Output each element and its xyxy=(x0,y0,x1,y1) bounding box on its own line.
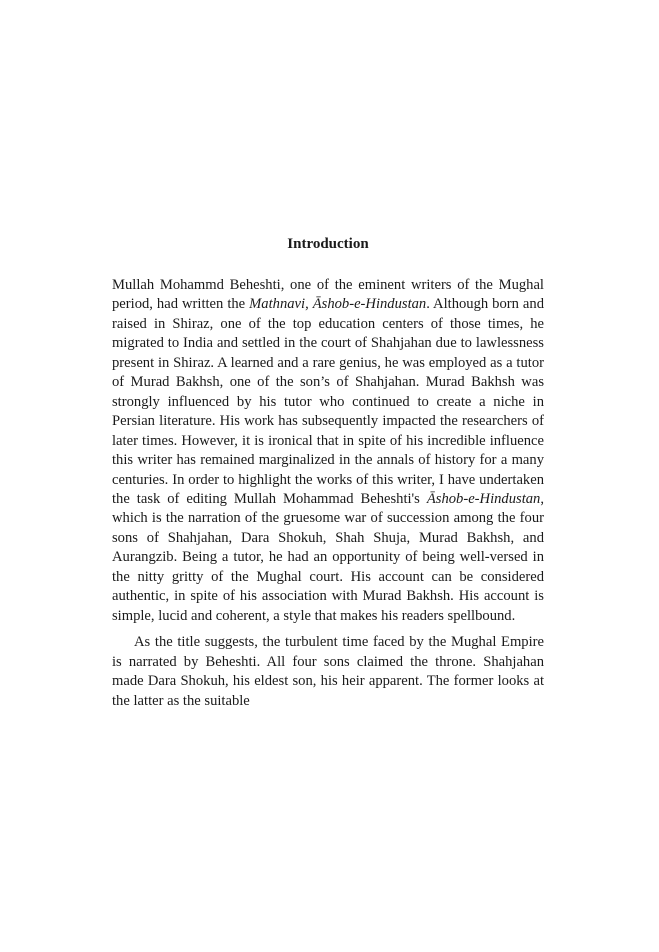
paragraph-2: As the title suggests, the turbulent time faced by the Mughal Empire is narrated by Beheshti. All four sons claimed the throne. Shahjahan made Dara Shokuh, his eldest son, his heir apparent. The former looks at the latter as the suitable xyxy=(112,634,544,709)
paragraph-1 xyxy=(112,276,544,626)
paragraph-1-italic-mathnavi: Mathnavi xyxy=(249,296,306,313)
paragraph-1-italic-title-2: Āshob-e-Hindustan xyxy=(426,490,541,507)
page-title: Introduction xyxy=(287,236,369,252)
paragraph-1-text-c: . Although born and raised in Shiraz, one of the top education centers of those times, he migrated to India and settled in the court of Shahjahan due to lawlessness present in Shiraz. A learned and a rare genius, he was employed as a tutor of Murad Bakhsh, one of the son’s of Shahjahan. Murad Bakhsh was strongly influenced by his tutor who continued to create a niche in Persian literature. His work has subsequently impacted the researchers of later times. However, it is ironical that in spite of his incredible influence this writer has remained marginalized in the annals of history for a many centuries. In order to highlight the works of this writer, I have undertaken the task of editing Mullah Mohammad Beheshti's xyxy=(112,296,544,507)
paragraph-1-text-a: Mullah Mohammd Beheshti, one of the eminent writers of the Mughal period, had written the xyxy=(112,277,544,313)
paragraph-1-text-b: , xyxy=(305,296,313,313)
paragraph-1-italic-title: Āshob-e-Hindustan xyxy=(312,296,427,313)
paragraph-1-text-d: , which is the narration of the gruesome war of succession among the four sons of Shahjahan, Dara Shokuh, Shah Shuja, Murad Bakhsh, and Aurangzib. Being a tutor, he had an opportunity of being well-versed in the nitty gritty of the Mughal court. His account can be considered authentic, in spite of his association with Murad Bakhsh. His account is simple, lucid and coherent, a style that makes his readers spellbound. xyxy=(112,490,544,624)
page-content xyxy=(112,234,544,711)
